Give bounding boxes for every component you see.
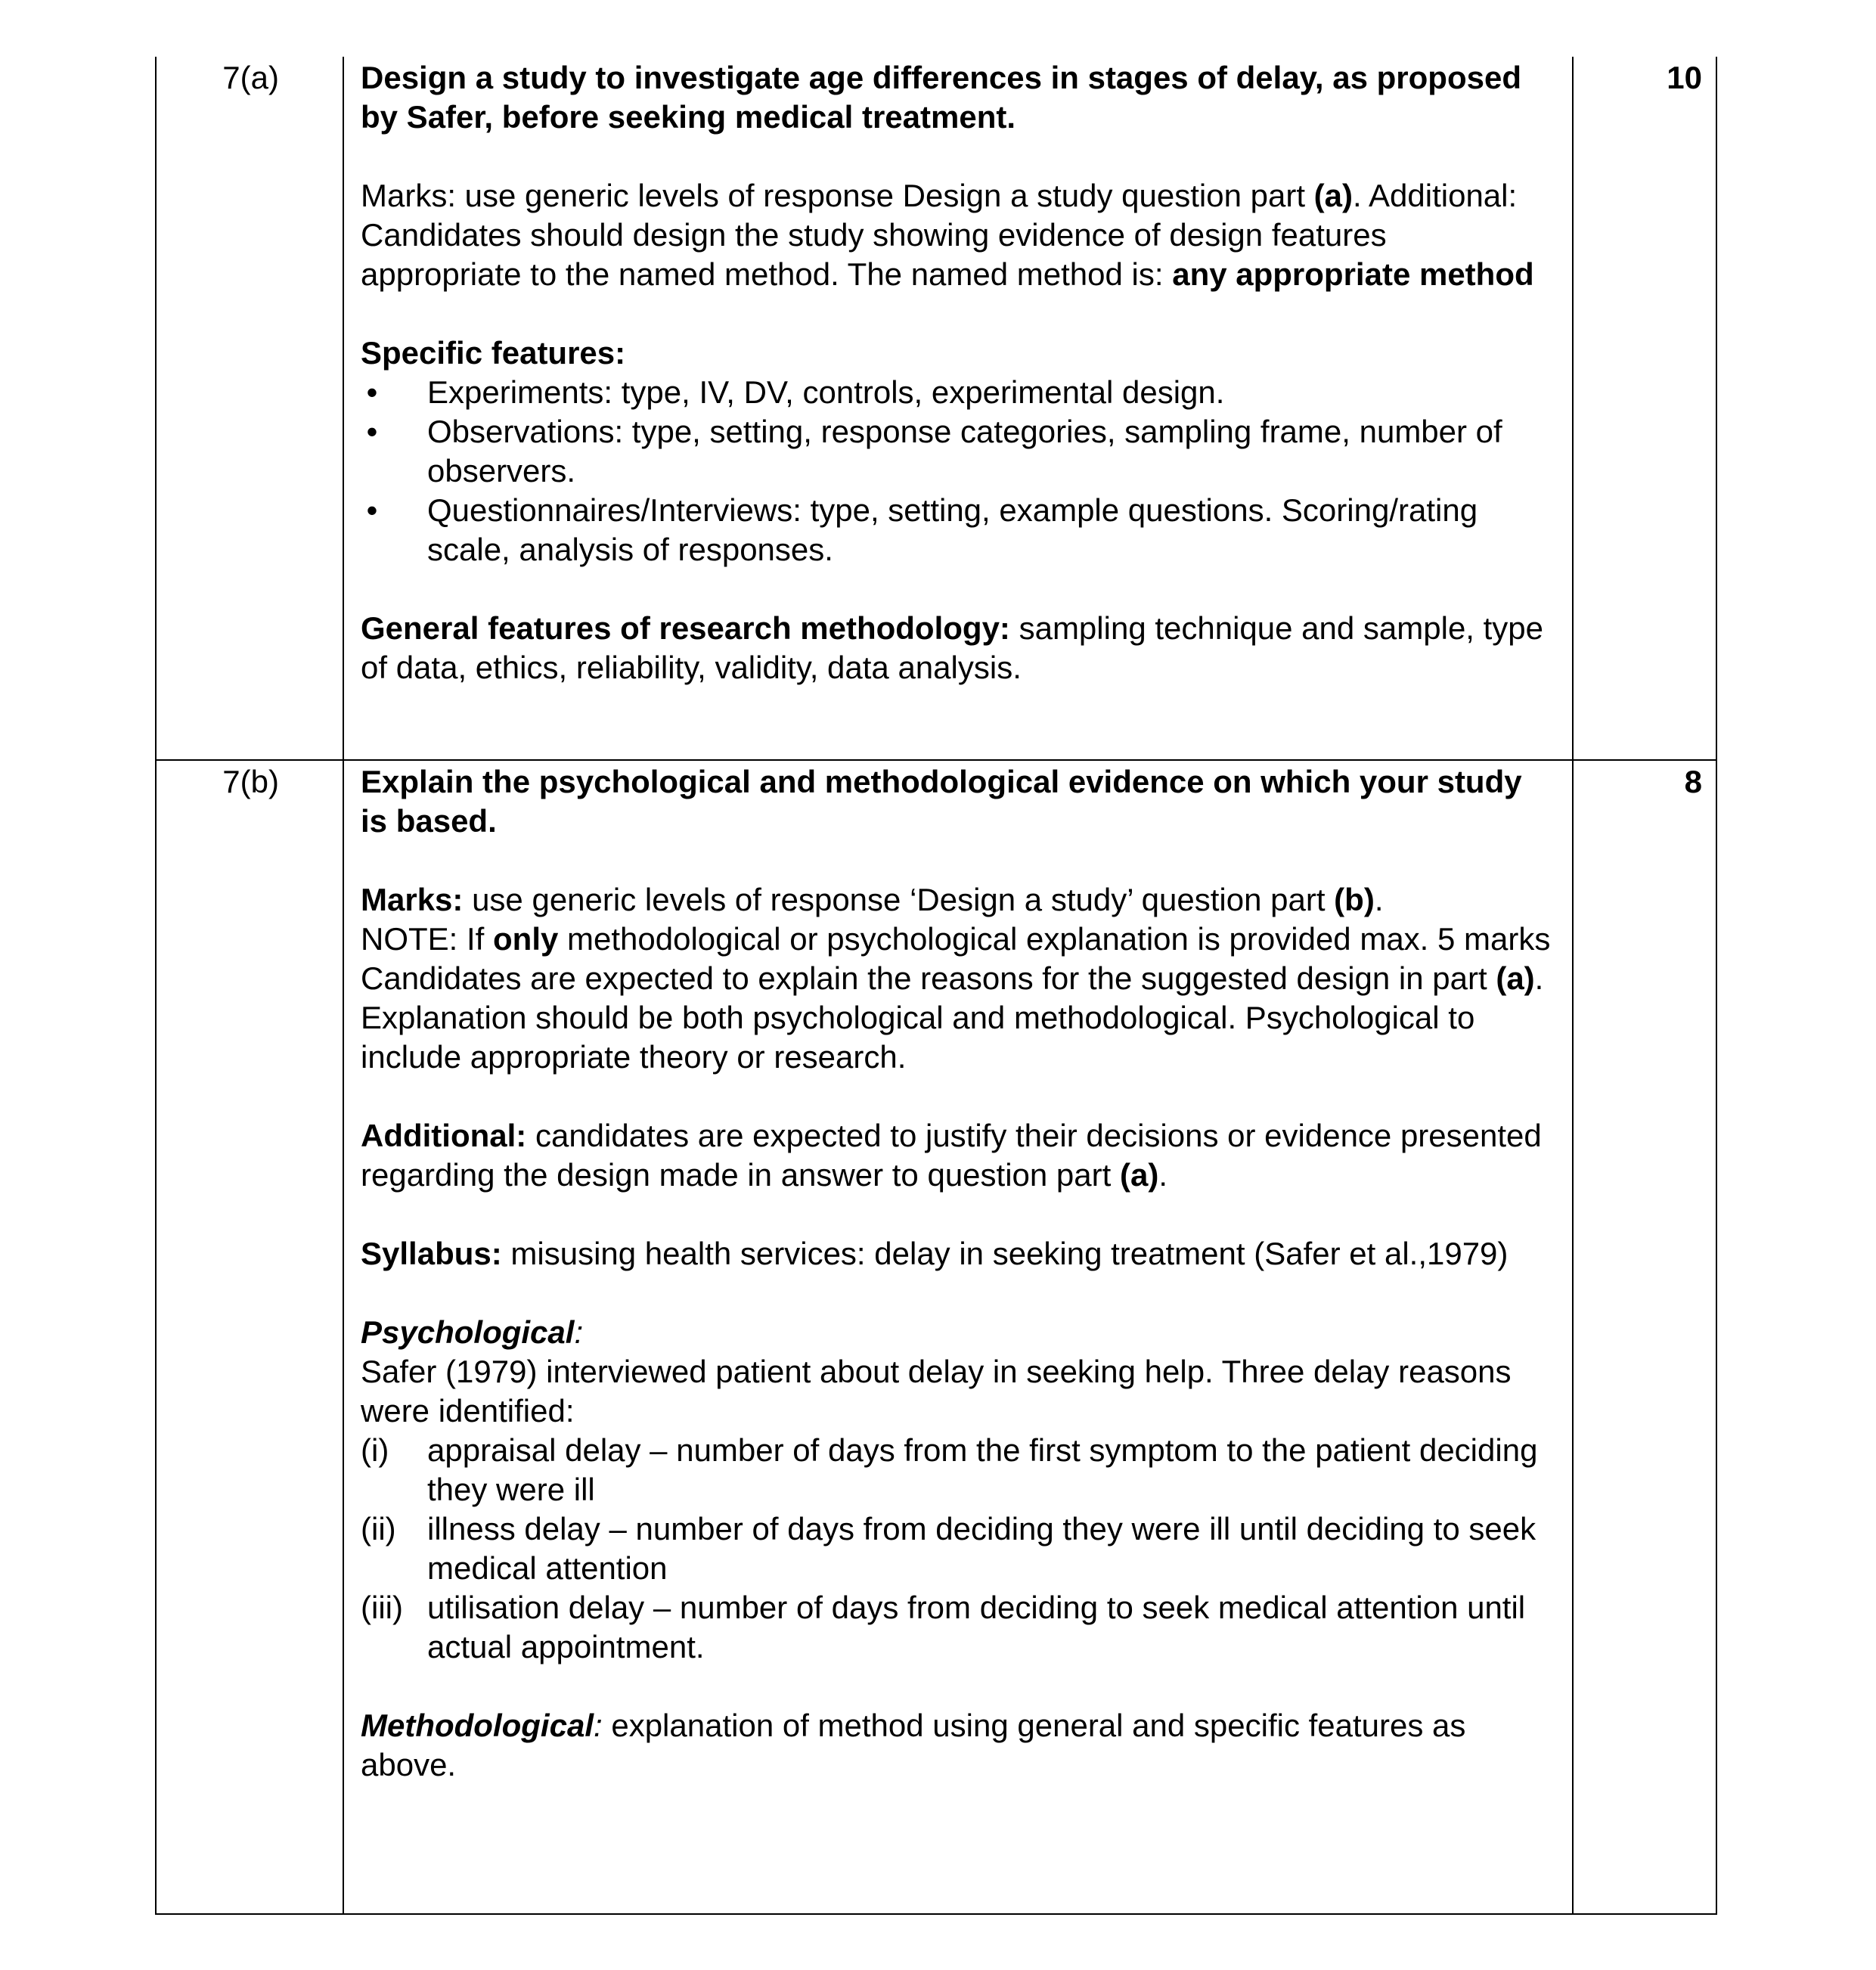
psychological-intro: Safer (1979) interviewed patient about delay in seeking help. Three delay reasons were identified: xyxy=(361,1354,1512,1429)
note-paragraph: NOTE: If only methodological or psychological explanation is provided max. 5 marks xyxy=(361,921,1551,957)
bullet-icon: • xyxy=(366,492,378,528)
list-item: • Experiments: type, IV, DV, controls, experimental design. xyxy=(361,373,1555,412)
list-item: • Observations: type, setting, response categories, sampling frame, number of observers. xyxy=(361,412,1555,491)
marks-value: 8 xyxy=(1573,760,1716,1914)
expectation-paragraph: Candidates are expected to explain the reasons for the suggested design in part (a). Explanation should be both psychological and methodological. Psychological to include appropriate theory or research. xyxy=(361,960,1544,1075)
marks-paragraph: Marks: use generic levels of response Design a study question part (a). Additional: Candidates should design the study showing evidence of design features appropriate to the named method. The named method is: any appropriate method xyxy=(361,178,1534,292)
additional-paragraph: Additional: candidates are expected to justify their decisions or evidence presented regarding the design made in answer to question part (a). xyxy=(361,1118,1542,1193)
bullet-icon: • xyxy=(366,374,378,410)
list-item: (i) appraisal delay – number of days from the first symptom to the patient deciding they were ill xyxy=(361,1432,1538,1507)
question-text: Design a study to investigate age differences in stages of delay, as proposed by Safer, before seeking medical treatment. xyxy=(361,60,1521,135)
list-item: (iii) utilisation delay – number of days from deciding to seek medical attention until actual appointment. xyxy=(361,1590,1526,1664)
bullet-icon: • xyxy=(366,414,378,449)
marks-paragraph: Marks: use generic levels of response ‘Design a study’ question part (b). xyxy=(361,882,1384,917)
table-row-7b xyxy=(156,760,1716,1914)
answer-guidance xyxy=(343,57,1573,760)
list-item: • Questionnaires/Interviews: type, setting, example questions. Scoring/rating scale, analysis of responses. xyxy=(361,491,1555,569)
table-row-7a xyxy=(156,57,1716,760)
question-number: 7(a) xyxy=(156,57,343,760)
marks-value: 10 xyxy=(1573,57,1716,760)
syllabus-paragraph: Syllabus: misusing health services: delay in seeking treatment (Safer et al.,1979) xyxy=(361,1236,1509,1271)
general-features-paragraph: General features of research methodology: sampling technique and sample, type of data, ethics, reliability, validity, data analysis. xyxy=(361,610,1544,685)
specific-features-heading: Specific features: xyxy=(361,335,626,371)
methodological-paragraph: Methodological: explanation of method using general and specific features as above. xyxy=(361,1708,1466,1782)
question-number: 7(b) xyxy=(156,760,343,1914)
delay-stages-list xyxy=(361,1431,1555,1667)
psychological-heading: Psychological: xyxy=(361,1314,584,1350)
specific-features-list xyxy=(361,373,1555,569)
mark-scheme-table xyxy=(155,57,1717,1915)
answer-guidance xyxy=(343,760,1573,1914)
list-item: (ii) illness delay – number of days from deciding they were ill until deciding to seek medical attention xyxy=(361,1511,1536,1586)
question-text: Explain the psychological and methodological evidence on which your study is based. xyxy=(361,764,1522,839)
